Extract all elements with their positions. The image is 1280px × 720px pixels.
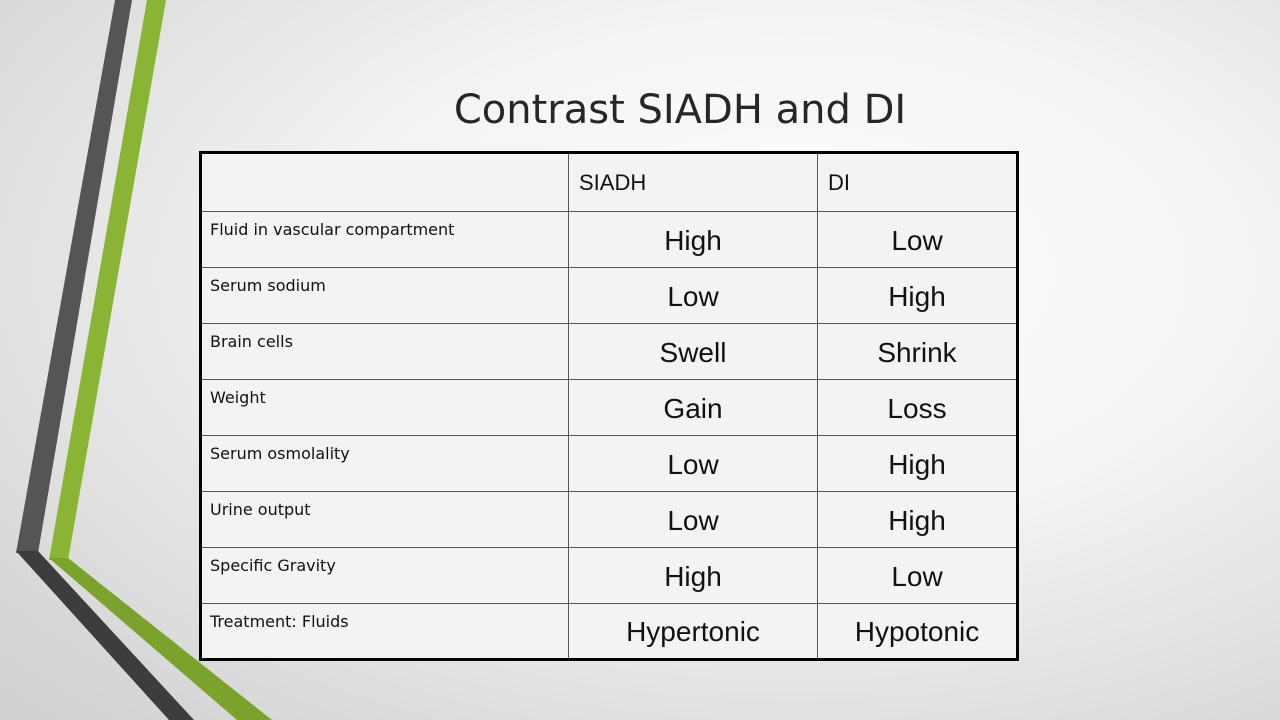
table-row — [201, 604, 1018, 660]
row-label: Specific Gravity — [201, 548, 569, 604]
comparison-table — [199, 151, 1019, 661]
siadh-value: Hypertonic — [569, 604, 818, 660]
table-row — [201, 324, 1018, 380]
row-label: Weight — [201, 380, 569, 436]
header-di: DI — [818, 153, 1018, 212]
gray-stripe-bottom — [16, 551, 194, 720]
di-value: Shrink — [818, 324, 1018, 380]
siadh-value: Gain — [569, 380, 818, 436]
row-label: Serum sodium — [201, 268, 569, 324]
header-empty-cell — [201, 153, 569, 212]
di-value: High — [818, 492, 1018, 548]
header-siadh: SIADH — [569, 153, 818, 212]
di-value: High — [818, 268, 1018, 324]
siadh-value: Swell — [569, 324, 818, 380]
siadh-value: Low — [569, 268, 818, 324]
table-row — [201, 380, 1018, 436]
row-label: Fluid in vascular compartment — [201, 212, 569, 268]
table-row — [201, 492, 1018, 548]
row-label: Serum osmolality — [201, 436, 569, 492]
siadh-value: High — [569, 212, 818, 268]
siadh-value: Low — [569, 492, 818, 548]
di-value: High — [818, 436, 1018, 492]
siadh-value: High — [569, 548, 818, 604]
di-value: Low — [818, 212, 1018, 268]
table-row — [201, 268, 1018, 324]
table-row — [201, 212, 1018, 268]
slide-title: Contrast SIADH and DI — [453, 87, 907, 133]
siadh-value: Low — [569, 436, 818, 492]
table-header-row — [201, 153, 1018, 212]
row-label: Treatment: Fluids — [201, 604, 569, 660]
row-label: Urine output — [201, 492, 569, 548]
table-row — [201, 548, 1018, 604]
table-row — [201, 436, 1018, 492]
di-value: Low — [818, 548, 1018, 604]
row-label: Brain cells — [201, 324, 569, 380]
di-value: Loss — [818, 380, 1018, 436]
di-value: Hypotonic — [818, 604, 1018, 660]
